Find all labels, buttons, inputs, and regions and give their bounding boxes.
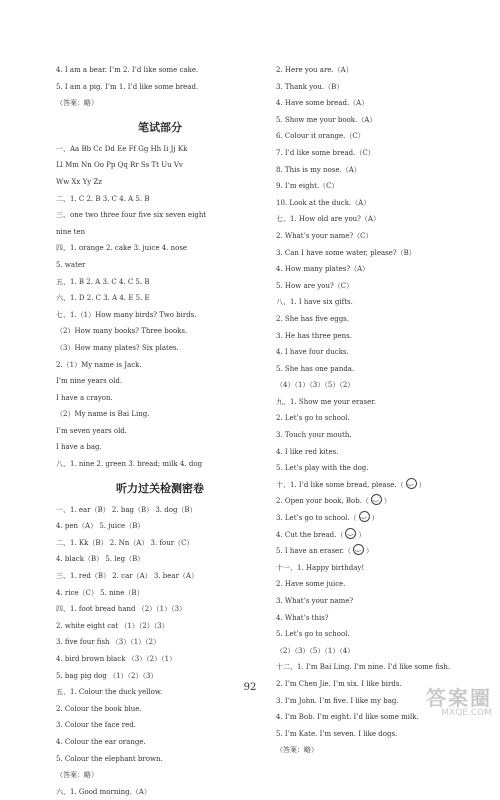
text-line: 4. rice（C） 5. nine（B） bbox=[56, 588, 144, 597]
smiley-face-icon bbox=[353, 544, 364, 555]
text-line: 一、Aa Bb Cc Dd Ee Ff Gg Hh Ii Jj Kk bbox=[56, 144, 188, 153]
text-line: 5. bag pig dog （1）（2）（3） bbox=[56, 671, 158, 680]
text-line: 6. Colour it orange.（C） bbox=[276, 132, 365, 141]
text-line: 4. Cut the bread.（‿ ） bbox=[276, 527, 490, 544]
line-text: 3. Let’s go to school. bbox=[276, 514, 350, 523]
text-line: 3. I’m John. I’m five. I like my bag. bbox=[276, 696, 399, 705]
text-line: 3. Touch your mouth. bbox=[276, 431, 352, 440]
text-line: 7. I’d like some bread.（C） bbox=[276, 148, 375, 157]
text-line: （2）My name is Bai Ling. bbox=[56, 410, 150, 419]
text-line: Ll Mm Nn Oo Pp Qq Rr Ss Tt Uu Vv bbox=[56, 161, 183, 170]
text-line: 2. What’s your name?（C） bbox=[276, 231, 373, 240]
text-line: 二、1. Kk（B） 2. Nn（A） 3. four（C） bbox=[56, 538, 194, 547]
text-line: 9. I’m eight.（C） bbox=[276, 182, 339, 191]
text-line: 2. She has five eggs. bbox=[276, 314, 349, 323]
text-line: 5. water bbox=[56, 260, 86, 269]
text-line: 2. Let’s go to school. bbox=[276, 414, 350, 423]
intro-lines bbox=[56, 62, 264, 112]
text-line: 九、1. Show me your eraser. bbox=[276, 397, 377, 406]
text-line: 5. How are you?（C） bbox=[276, 281, 354, 290]
text-line: 四、1. foot bread hand （2）（1）（3） bbox=[56, 605, 187, 614]
text-line: 六、1. D 2. C 3. A 4. E 5. E bbox=[56, 294, 150, 303]
text-line: 5. I am a pig. I’m 1. I’d like some bread. bbox=[56, 82, 199, 91]
text-line: 二、1. C 2. B 3. C 4. A 5. B bbox=[56, 194, 150, 203]
text-line: 2. Here you are.（A） bbox=[276, 66, 353, 74]
line-text: 5. I have an eraser. bbox=[276, 547, 345, 556]
text-line: 4. Colour the ear orange. bbox=[56, 737, 146, 746]
text-line: 十一、1. Happy birthday! bbox=[276, 563, 365, 572]
text-line: 4. bird brown black （3）（2）（1） bbox=[56, 655, 177, 663]
text-line: 五、1. Colour the duck yellow. bbox=[56, 688, 163, 697]
text-line: 4. What’s this? bbox=[276, 613, 329, 622]
text-line: 三、1. red（B） 2. car（A） 3. bear（A） bbox=[56, 572, 198, 581]
text-line: 一、1. ear（B） 2. bag（B） 3. dog（B） bbox=[56, 505, 197, 514]
text-line: （答案：略） bbox=[276, 746, 318, 755]
section-listening-lines bbox=[56, 502, 264, 800]
text-line: 5. She has one panda. bbox=[276, 364, 355, 373]
text-line: （4）（1）（3）（5）（2） bbox=[276, 381, 355, 390]
text-line: 5. Show me your book.（A） bbox=[276, 115, 377, 124]
text-line: 2. Have some juice. bbox=[276, 580, 346, 589]
text-line: 八、1. I have six gifts. bbox=[276, 298, 353, 307]
text-line: （3）How many plates? Six plates. bbox=[56, 343, 179, 352]
section-title-listening: 听力过关检测密卷 bbox=[116, 481, 204, 495]
text-line: 4. I’m Bob. I’m eight. I’d like some milk. bbox=[276, 713, 419, 722]
text-line: 4. black（B） 5. leg（B） bbox=[56, 555, 145, 564]
smiley-face-icon bbox=[345, 528, 356, 539]
text-line: 2.（1）My name is Jack. bbox=[56, 360, 142, 369]
text-line: I have a crayon. bbox=[56, 393, 113, 402]
text-line: 三、one two three four five six seven eight bbox=[56, 211, 207, 220]
watermark-logo bbox=[400, 688, 492, 720]
text-line: 四、1. orange 2. cake 3. juice 4. nose bbox=[56, 244, 188, 253]
text-line: （2）How many books? Three books. bbox=[56, 327, 188, 336]
text-line: 十二、1. I’m Bai Ling. I’m nine. I’d like some fish. bbox=[276, 663, 451, 672]
text-line: 3. Can I have some water, please?（B） bbox=[276, 248, 416, 257]
text-line: 3. Thank you.（B） bbox=[276, 82, 344, 91]
text-line: （2）（3）（5）（1）（4） bbox=[276, 646, 355, 655]
text-line: 2. I’m Chen Jie. I’m six. I like birds. bbox=[276, 679, 402, 688]
text-line: 七、1. How old are you?（A） bbox=[276, 215, 380, 224]
text-line: I’m seven years old. bbox=[56, 426, 128, 435]
line-text: 4. Cut the bread. bbox=[276, 530, 337, 539]
text-line: I’m nine years old. bbox=[56, 377, 123, 386]
text-line: 5. I have an eraser.（‿ ） bbox=[276, 543, 490, 560]
text-line: 4. How many plates?（A） bbox=[276, 265, 370, 274]
section-title-written: 笔试部分 bbox=[138, 120, 182, 134]
text-line: 8. This is my nose.（A） bbox=[276, 165, 361, 174]
text-line: 3. Colour the face red. bbox=[56, 721, 136, 730]
text-line: 八、1. nine 2. green 3. bread; milk 4. dog bbox=[56, 460, 203, 469]
text-line: 3. five four fish （3）（1）（2） bbox=[56, 638, 161, 647]
smiley-face-icon bbox=[359, 511, 370, 522]
text-line: 2. white eight cat （1）（2）（3） bbox=[56, 621, 169, 630]
text-line: 4. Have some bread.（A） bbox=[276, 99, 369, 108]
text-line: 3. What’s your name? bbox=[276, 597, 354, 605]
text-line: I have a bag. bbox=[56, 443, 102, 452]
section-written-lines bbox=[56, 141, 264, 473]
text-line: 5. Let’s go to school. bbox=[276, 630, 350, 639]
answers-part-a bbox=[276, 62, 490, 477]
line-text: 2. Open your book, Bob. bbox=[276, 497, 362, 506]
text-line: 六、1. Good morning.（A） bbox=[56, 787, 151, 796]
text-line: 五、1. B 2. A 3. C 4. C 5. B bbox=[56, 277, 150, 286]
text-line: nine ten bbox=[56, 227, 86, 236]
smiley-face-icon bbox=[406, 478, 417, 489]
watermark-text: 答案圈 bbox=[426, 686, 492, 710]
text-line: 4. I have four ducks. bbox=[276, 348, 349, 357]
right-column bbox=[276, 62, 490, 759]
answers-part-b bbox=[276, 560, 490, 759]
text-line: 5. Colour the elephant brown. bbox=[56, 754, 163, 763]
text-line: 4. I am a bear. I’m 2. I’d like some cake. bbox=[56, 66, 199, 74]
smiley-face-icon bbox=[371, 494, 382, 505]
text-line: 七、1.（1）How many birds? Two birds. bbox=[56, 310, 197, 319]
answers-smiley-lines bbox=[276, 477, 490, 560]
text-line: 10. Look at the duck.（A） bbox=[276, 198, 371, 207]
text-line: 3. Let’s go to school.（‿ ） bbox=[276, 510, 490, 527]
text-line: 十、1. I’d like some bread, please.（‿ ） bbox=[276, 477, 490, 494]
text-line: 5. I’m Kate. I’m seven. I like dogs. bbox=[276, 729, 398, 738]
text-line: 4. I like red kites. bbox=[276, 447, 339, 456]
text-line: （答案：略） bbox=[56, 771, 98, 780]
text-line: 4. pen（A） 5. juice（B） bbox=[56, 522, 145, 531]
watermark-url: MXQE.COM bbox=[441, 708, 492, 718]
page-number: 92 bbox=[243, 682, 257, 693]
text-line: 5. Let’s play with the dog. bbox=[276, 464, 369, 473]
text-line: Ww Xx Yy Zz bbox=[56, 177, 102, 186]
line-text: 十、1. I’d like some bread, please. bbox=[276, 480, 397, 489]
text-line: 2. Open your book, Bob.（‿ ） bbox=[276, 493, 490, 510]
text-line: 3. He has three pens. bbox=[276, 331, 353, 340]
text-line: （答案：略） bbox=[56, 99, 98, 108]
text-line: 2. Colour the book blue. bbox=[56, 704, 142, 713]
